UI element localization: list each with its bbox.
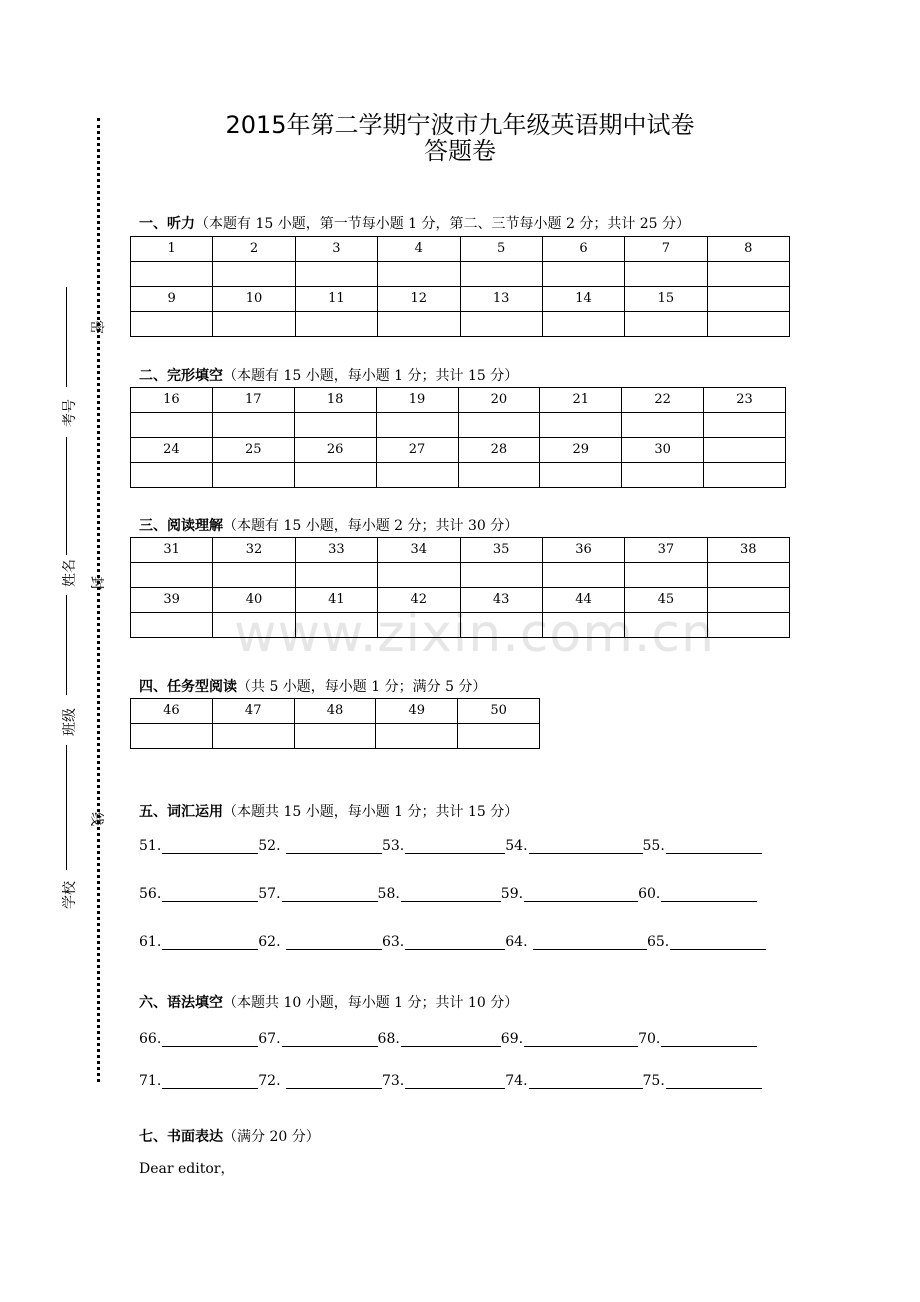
blank-item xyxy=(139,1031,258,1047)
question-number-cell: 27 xyxy=(376,438,458,463)
answer-cell[interactable] xyxy=(625,312,707,337)
blank-item xyxy=(258,1073,382,1089)
question-number-cell: 7 xyxy=(625,237,707,262)
answer-blank[interactable] xyxy=(666,1074,762,1089)
number-row xyxy=(131,699,540,724)
question-number-cell: 22 xyxy=(622,388,704,413)
blank-number: 70. xyxy=(638,1031,661,1047)
answer-cell[interactable] xyxy=(131,724,213,749)
class-label: 班级 xyxy=(62,708,78,736)
question-number-cell xyxy=(707,287,789,312)
question-number-cell: 33 xyxy=(295,538,377,563)
question-number-cell: 3 xyxy=(295,237,377,262)
number-row xyxy=(131,438,786,463)
blank-number: 60. xyxy=(638,886,661,902)
answer-cell[interactable] xyxy=(458,724,540,749)
question-number-cell: 35 xyxy=(460,538,542,563)
letter-salutation: Dear editor， xyxy=(139,1161,235,1177)
answer-cell[interactable] xyxy=(707,563,789,588)
blank-number: 58. xyxy=(377,886,400,902)
section-1-note: （本题有 15 小题，第一节每小题 1 分，第二、三节每小题 2 分；共计 25 分） xyxy=(195,216,691,232)
question-number-cell: 49 xyxy=(376,699,458,724)
section-1-answer-table xyxy=(130,236,790,337)
answer-blank[interactable] xyxy=(666,839,762,854)
section-7-header xyxy=(139,1128,320,1146)
answer-cell[interactable] xyxy=(707,312,789,337)
question-number-cell: 32 xyxy=(213,538,295,563)
section-4-answer-table xyxy=(130,698,540,749)
blank-item xyxy=(505,934,647,950)
question-number-cell: 2 xyxy=(213,237,295,262)
blank-item xyxy=(638,1031,757,1047)
question-number-cell: 28 xyxy=(458,438,540,463)
name-label: 姓名 xyxy=(62,559,78,587)
school-line xyxy=(66,745,67,870)
answer-cell[interactable] xyxy=(131,563,213,588)
blank-line-row xyxy=(139,1073,762,1089)
question-number-cell: 50 xyxy=(458,699,540,724)
question-number-cell: 5 xyxy=(460,237,542,262)
question-number-cell xyxy=(707,588,789,613)
question-number-cell: 4 xyxy=(378,237,460,262)
question-number-cell: 31 xyxy=(131,538,213,563)
answer-blank[interactable] xyxy=(529,839,643,854)
blank-number: 52. xyxy=(258,838,285,854)
answer-cell[interactable] xyxy=(131,312,213,337)
blank-number: 75. xyxy=(642,1073,665,1089)
blank-item xyxy=(139,1073,258,1089)
answer-cell[interactable] xyxy=(542,563,624,588)
section-6-header xyxy=(139,994,518,1012)
answer-blank[interactable] xyxy=(286,935,382,950)
question-number-cell: 37 xyxy=(625,538,707,563)
answer-cell[interactable] xyxy=(707,613,789,638)
question-number-cell: 44 xyxy=(542,588,624,613)
question-number-cell: 47 xyxy=(212,699,294,724)
question-number-cell: 30 xyxy=(622,438,704,463)
answer-blank[interactable] xyxy=(524,1032,638,1047)
blank-item xyxy=(258,838,382,854)
question-number-cell: 36 xyxy=(542,538,624,563)
answer-blank[interactable] xyxy=(286,1074,382,1089)
section-3-answer-table xyxy=(130,537,790,638)
question-number-cell: 15 xyxy=(625,287,707,312)
blank-number: 73. xyxy=(381,1073,405,1089)
answer-blank[interactable] xyxy=(524,887,638,902)
question-number-cell: 11 xyxy=(295,287,377,312)
answer-cell[interactable] xyxy=(542,613,624,638)
answer-cell[interactable] xyxy=(376,413,458,438)
number-row xyxy=(131,588,790,613)
page-subtitle: 答题卷 xyxy=(424,137,496,165)
answer-cell[interactable] xyxy=(625,563,707,588)
answer-cell[interactable] xyxy=(540,463,622,488)
question-number-cell: 13 xyxy=(460,287,542,312)
blank-item xyxy=(501,886,638,902)
section-3-title: 三、阅读理解 xyxy=(139,518,223,534)
answer-cell[interactable] xyxy=(460,613,542,638)
blank-line-row xyxy=(139,1031,757,1047)
answer-cell[interactable] xyxy=(131,613,213,638)
blank-number: 54. xyxy=(505,838,528,854)
question-number-cell: 18 xyxy=(294,388,376,413)
page-title: 2015年第二学期宁波市九年级英语期中试卷 xyxy=(225,111,695,139)
question-number-cell: 20 xyxy=(458,388,540,413)
section-6-note: （本题共 10 小题，每小题 1 分；共计 10 分） xyxy=(223,995,519,1011)
answer-blank[interactable] xyxy=(405,1074,505,1089)
question-number-cell xyxy=(704,438,786,463)
blank-item xyxy=(382,1073,505,1089)
answer-blank[interactable] xyxy=(661,887,757,902)
answer-cell[interactable] xyxy=(294,724,376,749)
answer-cell[interactable] xyxy=(707,262,789,287)
blank-number: 55. xyxy=(642,838,665,854)
question-number-cell: 45 xyxy=(625,588,707,613)
section-4-title: 四、任务型阅读 xyxy=(139,679,237,695)
number-row xyxy=(131,538,790,563)
number-row xyxy=(131,388,786,413)
number-row xyxy=(131,237,790,262)
answer-cell[interactable] xyxy=(376,463,458,488)
blank-number: 62. xyxy=(258,934,285,950)
question-number-cell: 25 xyxy=(212,438,294,463)
section-1-title: 一、听力 xyxy=(139,216,195,232)
question-number-cell: 43 xyxy=(460,588,542,613)
answer-blank[interactable] xyxy=(401,887,501,902)
answer-cell[interactable] xyxy=(212,413,294,438)
answer-cell[interactable] xyxy=(295,613,377,638)
question-number-cell: 10 xyxy=(213,287,295,312)
answer-cell[interactable] xyxy=(295,262,377,287)
answer-cell[interactable] xyxy=(540,413,622,438)
question-number-cell: 24 xyxy=(131,438,213,463)
section-2-answer-table xyxy=(130,387,786,488)
answer-blank[interactable] xyxy=(162,839,258,854)
section-4-header xyxy=(139,678,486,696)
question-number-cell: 42 xyxy=(378,588,460,613)
question-number-cell: 39 xyxy=(131,588,213,613)
question-number-cell: 14 xyxy=(542,287,624,312)
blank-number: 74. xyxy=(505,1073,528,1089)
question-number-cell: 46 xyxy=(131,699,213,724)
blank-item xyxy=(638,886,757,902)
seal-char-xian: 线 xyxy=(88,812,104,826)
section-3-note: （本题有 15 小题，每小题 2 分；共计 30 分） xyxy=(223,518,519,534)
seal-char-mi: 密 xyxy=(88,320,104,334)
answer-blank[interactable] xyxy=(286,839,382,854)
answer-cell[interactable] xyxy=(295,563,377,588)
exam-number-line xyxy=(66,287,67,387)
blank-item xyxy=(501,1031,638,1047)
answer-cell[interactable] xyxy=(213,312,295,337)
name-line xyxy=(66,437,67,555)
answer-blank[interactable] xyxy=(282,887,378,902)
section-4-note: （共 5 小题，每小题 1 分；满分 5 分） xyxy=(237,679,487,695)
section-3-header xyxy=(139,517,518,535)
blank-number: 56. xyxy=(139,886,162,902)
answer-cell[interactable] xyxy=(131,413,213,438)
answer-row xyxy=(131,563,790,588)
blank-item xyxy=(139,934,258,950)
blank-number: 68. xyxy=(377,1031,400,1047)
question-number-cell: 26 xyxy=(294,438,376,463)
answer-cell[interactable] xyxy=(212,724,294,749)
answer-blank[interactable] xyxy=(162,887,258,902)
section-7-title: 七、书面表达 xyxy=(139,1129,223,1145)
blank-line-row xyxy=(139,934,766,950)
answer-cell[interactable] xyxy=(378,312,460,337)
section-1-header xyxy=(139,215,690,233)
answer-cell[interactable] xyxy=(704,413,786,438)
blank-number: 64. xyxy=(505,934,532,950)
question-number-cell: 29 xyxy=(540,438,622,463)
answer-blank[interactable] xyxy=(529,1074,643,1089)
answer-cell[interactable] xyxy=(704,463,786,488)
exam-number-label: 考号 xyxy=(62,399,78,427)
question-number-cell: 1 xyxy=(131,237,213,262)
blank-item xyxy=(505,1073,642,1089)
answer-cell[interactable] xyxy=(622,413,704,438)
section-2-note: （本题有 15 小题，每小题 1 分；共计 15 分） xyxy=(223,368,519,384)
answer-cell[interactable] xyxy=(542,262,624,287)
question-number-cell: 9 xyxy=(131,287,213,312)
question-number-cell: 6 xyxy=(542,237,624,262)
blank-number: 53. xyxy=(381,838,405,854)
blank-number: 71. xyxy=(139,1073,162,1089)
answer-cell[interactable] xyxy=(378,563,460,588)
blank-item xyxy=(382,838,505,854)
answer-cell[interactable] xyxy=(460,312,542,337)
blank-number: 57. xyxy=(258,886,281,902)
answer-cell[interactable] xyxy=(378,262,460,287)
answer-cell[interactable] xyxy=(295,312,377,337)
answer-row xyxy=(131,613,790,638)
answer-cell[interactable] xyxy=(625,613,707,638)
answer-cell[interactable] xyxy=(458,463,540,488)
question-number-cell: 41 xyxy=(295,588,377,613)
answer-blank[interactable] xyxy=(162,1074,258,1089)
section-5-header xyxy=(139,803,518,821)
blank-item xyxy=(139,838,258,854)
answer-cell[interactable] xyxy=(460,563,542,588)
question-number-cell: 23 xyxy=(704,388,786,413)
blank-number: 61. xyxy=(139,934,162,950)
section-7-note: （满分 20 分） xyxy=(223,1129,320,1145)
answer-blank[interactable] xyxy=(162,935,258,950)
answer-cell[interactable] xyxy=(378,613,460,638)
answer-row xyxy=(131,463,786,488)
answer-cell[interactable] xyxy=(542,312,624,337)
section-2-header xyxy=(139,367,518,385)
blank-item xyxy=(382,934,505,950)
answer-cell[interactable] xyxy=(458,413,540,438)
watermark: www.zixin.com.cn xyxy=(234,604,715,664)
question-number-cell: 34 xyxy=(378,538,460,563)
answer-row xyxy=(131,413,786,438)
blank-line-row xyxy=(139,838,762,854)
answer-cell[interactable] xyxy=(213,563,295,588)
question-number-cell: 17 xyxy=(212,388,294,413)
blank-number: 66. xyxy=(139,1031,162,1047)
answer-row xyxy=(131,724,540,749)
answer-cell[interactable] xyxy=(622,463,704,488)
question-number-cell: 48 xyxy=(294,699,376,724)
question-number-cell: 19 xyxy=(376,388,458,413)
blank-number: 67. xyxy=(258,1031,281,1047)
question-number-cell: 21 xyxy=(540,388,622,413)
question-number-cell: 12 xyxy=(378,287,460,312)
answer-cell[interactable] xyxy=(460,262,542,287)
blank-line-row xyxy=(139,886,757,902)
answer-blank[interactable] xyxy=(162,1032,258,1047)
answer-blank[interactable] xyxy=(401,1032,501,1047)
answer-cell[interactable] xyxy=(376,724,458,749)
answer-blank[interactable] xyxy=(282,1032,378,1047)
blank-item xyxy=(258,934,382,950)
answer-row xyxy=(131,312,790,337)
blank-number: 63. xyxy=(381,934,405,950)
blank-item xyxy=(258,886,377,902)
answer-cell[interactable] xyxy=(294,413,376,438)
blank-item xyxy=(643,838,762,854)
blank-item xyxy=(647,934,766,950)
blank-item xyxy=(258,1031,377,1047)
answer-blank[interactable] xyxy=(405,935,505,950)
answer-blank[interactable] xyxy=(670,935,766,950)
answer-blank[interactable] xyxy=(533,935,647,950)
blank-item xyxy=(378,886,501,902)
seal-char-feng: 封 xyxy=(88,576,104,590)
blank-item xyxy=(378,1031,501,1047)
answer-cell[interactable] xyxy=(131,262,213,287)
answer-cell[interactable] xyxy=(131,463,213,488)
answer-cell[interactable] xyxy=(212,463,294,488)
question-number-cell: 38 xyxy=(707,538,789,563)
question-number-cell: 40 xyxy=(213,588,295,613)
section-5-title: 五、词汇运用 xyxy=(139,804,223,820)
blank-number: 65. xyxy=(646,934,670,950)
blank-item xyxy=(139,886,258,902)
answer-blank[interactable] xyxy=(405,839,505,854)
blank-number: 59. xyxy=(500,886,524,902)
school-label: 学校 xyxy=(62,881,78,909)
seal-dotted-line xyxy=(97,118,100,1082)
section-5-note: （本题共 15 小题，每小题 1 分；共计 15 分） xyxy=(223,804,519,820)
blank-item xyxy=(643,1073,762,1089)
blank-number: 69. xyxy=(500,1031,524,1047)
question-number-cell: 16 xyxy=(131,388,213,413)
number-row xyxy=(131,287,790,312)
blank-number: 51. xyxy=(139,838,162,854)
answer-cell[interactable] xyxy=(294,463,376,488)
answer-blank[interactable] xyxy=(661,1032,757,1047)
section-6-title: 六、语法填空 xyxy=(139,995,223,1011)
blank-number: 72. xyxy=(258,1073,285,1089)
section-2-title: 二、完形填空 xyxy=(139,368,223,384)
answer-row xyxy=(131,262,790,287)
answer-cell[interactable] xyxy=(213,613,295,638)
class-line xyxy=(66,595,67,695)
answer-cell[interactable] xyxy=(213,262,295,287)
question-number-cell: 8 xyxy=(707,237,789,262)
blank-item xyxy=(505,838,642,854)
answer-cell[interactable] xyxy=(625,262,707,287)
